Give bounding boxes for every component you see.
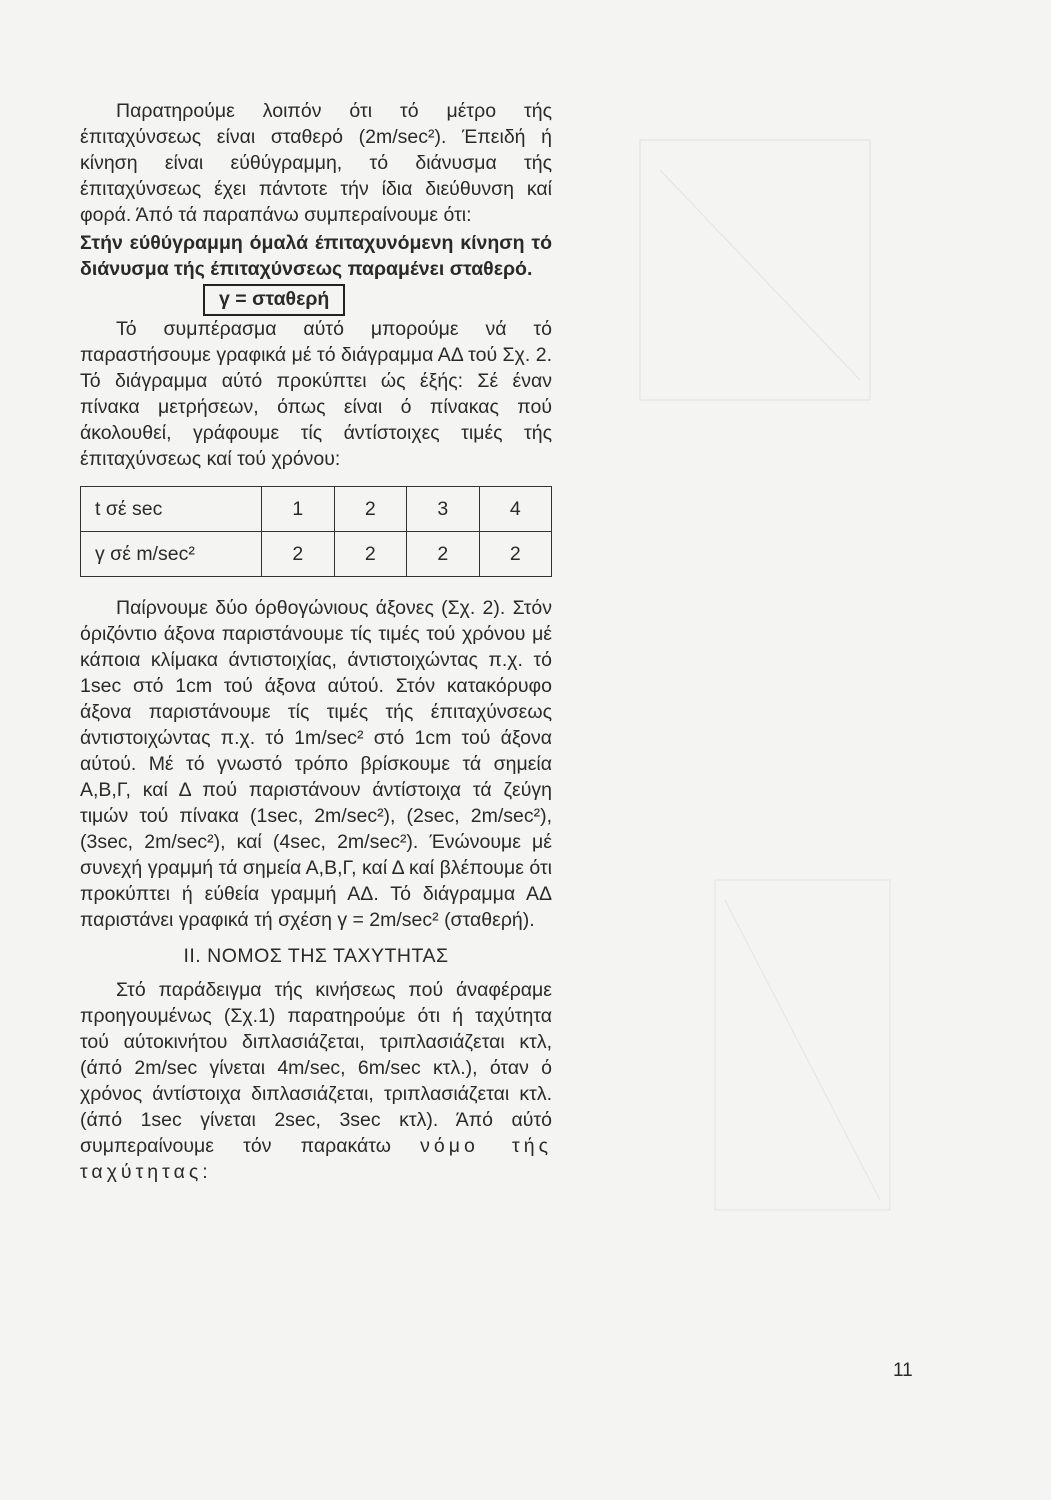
table-cell: 1 xyxy=(262,487,335,532)
table-row xyxy=(81,532,552,577)
page-number: 11 xyxy=(893,1360,913,1381)
table-cell: 2 xyxy=(407,532,480,577)
formula-box: γ = σταθερή xyxy=(203,284,345,316)
formula-box-wrap xyxy=(80,282,552,316)
table-cell: 4 xyxy=(479,487,552,532)
table-cell: 2 xyxy=(262,532,335,577)
rule-statement: Στήν εύθύγραμμη όμαλά έπιταχυνόμενη κίνηση τό διάνυσμα τής έπιταχύνσεως παραμένει σταθερό. xyxy=(80,232,552,280)
table-row-label: γ σέ m/sec² xyxy=(81,532,262,577)
measurement-table xyxy=(80,486,552,577)
paragraph-acceleration-constant: Παρατηρούμε λοιπόν ότι τό μέτρο τής έπιταχύνσεως είναι σταθερό (2m/sec²). Έπειδή ή κίνηση είναι εύθύγραμμη, τό διάνυσμα τής έπιταχύνσεως έχει πάντοτε τήν ίδια διεύθυνση καί φορά. Άπό τά παραπάνω συμπεραίνουμε ότι: xyxy=(80,100,552,226)
table-cell: 3 xyxy=(407,487,480,532)
table-cell: 2 xyxy=(334,487,407,532)
text-column xyxy=(80,98,552,1185)
table-row xyxy=(81,487,552,532)
spaced-phrase: νόμο τής ταχύτητας: xyxy=(80,1135,553,1183)
table-cell: 2 xyxy=(334,532,407,577)
table-cell: 2 xyxy=(479,532,552,577)
table-row-label: t σέ sec xyxy=(81,487,262,532)
paragraph-velocity-law-text: Στό παράδειγμα τής κινήσεως πού άναφέραμε προηγουμένως (Σχ.1) παρατηρούμε ότι ή ταχύτητα τού αύτοκινήτου διπλασιάζεται, τριπλασιάζεται κτλ, (άπό 2m/sec γίνεται 4m/sec, 6m/sec κτλ.), όταν ό χρόνος άντίστοιχα διπλασιάζεται, τριπλασιάζεται κτλ. (άπό 1sec γίνεται 2sec, 3sec κτλ). Άπό αύτό συμπεραίνουμε τόν παρακάτω xyxy=(80,979,552,1157)
paragraph-velocity-law xyxy=(80,977,552,1185)
paragraph-diagram-intro: Τό συμπέρασμα αύτό μπορούμε νά τό παραστήσουμε γραφικά μέ τό διάγραμμα ΑΔ τού Σχ. 2. Τό διάγραμμα αύτό προκύπτει ώς έξής: Σέ έναν πίνακα μετρήσεων, όπως είναι ό πίνακας πού άκολουθεί, γράφουμε τίς άντίστοιχες τιμές τής έπιταχύνσεως καί τού χρόνου: xyxy=(80,318,552,470)
section-heading: ΙΙ. ΝΟΜΟΣ ΤΗΣ ΤΑΧΥΤΗΤΑΣ xyxy=(183,945,449,967)
paragraph-axes: Παίρνουμε δύο όρθογώνιους άξονες (Σχ. 2). Στόν όριζόντιο άξονα παριστάνουμε τίς τιμές τού χρόνου μέ κάποια κλίμακα άντιστοιχίας, άντιστοιχώντας π.χ. τό 1sec στό 1cm τού άξονα αύτού. Στόν κατακόρυφο άξονα παριστάνουμε τίς τιμές τής έπιταχύνσεως άντιστοιχώντας π.χ. τό 1m/sec² στό 1cm τού άξονα αύτού. Μέ τό γνωστό τρόπο βρίσκουμε τά σημεία Α,Β,Γ, καί Δ πού παριστάνουν άντίστοιχα τά ζεύγη τιμών τού πίνακα (1sec, 2m/sec²), (2sec, 2m/sec²), (3sec, 2m/sec²), καί (4sec, 2m/sec²). Ένώνουμε μέ συνεχή γραμμή τά σημεία Α,Β,Γ, καί Δ καί βλέπουμε ότι προκύπτει ή εύθεία γραμμή ΑΔ. Τό διάγραμμα ΑΔ παριστάνει γραφικά τή σχέση γ = 2m/sec² (σταθερή). xyxy=(80,597,552,931)
